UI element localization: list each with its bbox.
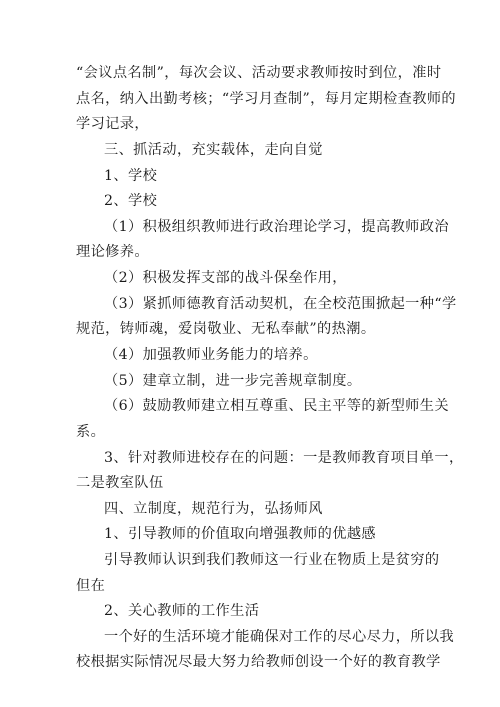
paragraph-line: 一个好的生活环境才能确保对工作的尽心尽力，所以我 <box>104 629 455 645</box>
list-item: （4）加强教师业务能力的培养。 <box>104 347 318 363</box>
paragraph-line: 校根据实际情况尽最大努力给教师创设一个好的教育教学 <box>76 654 441 670</box>
list-item: （6）鼓励教师建立相互尊重、民主平等的新型师生关 <box>104 398 449 414</box>
section-heading: 四、立制度，规范行为，弘扬师风 <box>104 501 323 517</box>
paragraph-line: 二是教室队伍 <box>76 475 164 491</box>
paragraph-line: 引导教师认识到我们教师这一行业在物质上是贫穷的 <box>104 552 440 568</box>
list-item: 2、学校 <box>104 193 158 209</box>
paragraph-line: “会议点名制”，每次会议、活动要求教师按时到位，准时 <box>76 65 442 81</box>
list-item: 2、关心教师的工作生活 <box>104 603 260 619</box>
paragraph-line: 学习记录， <box>76 116 149 132</box>
list-item: （2）积极发挥支部的战斗保垒作用， <box>104 270 347 286</box>
paragraph-line: 系。 <box>76 424 106 440</box>
paragraph-line: 点名，纳入出勤考核；“学习月查制”，每月定期检查教师的 <box>76 91 456 107</box>
list-item: 1、引导教师的价值取向增强教师的优越感 <box>104 526 377 542</box>
list-item: 3、针对教师进校存在的问题：一是教师教育项目单一， <box>104 450 464 466</box>
list-item: （5）建章立制，进一步完善规章制度。 <box>104 373 362 389</box>
list-item: （3）紧抓师德教育活动契机，在全校范围掀起一种“学 <box>104 296 457 312</box>
list-item: 1、学校 <box>104 168 158 184</box>
paragraph-line: 理论修养。 <box>76 244 149 260</box>
section-heading: 三、抓活动，充实载体，走向自觉 <box>104 142 323 158</box>
paragraph-line: 但在 <box>76 578 106 594</box>
paragraph-line: 规范，铸师魂，爱岗敬业、无私奉献”的热潮。 <box>76 321 376 337</box>
list-item: （1）积极组织教师进行政治理论学习，提高教师政治 <box>104 219 449 235</box>
